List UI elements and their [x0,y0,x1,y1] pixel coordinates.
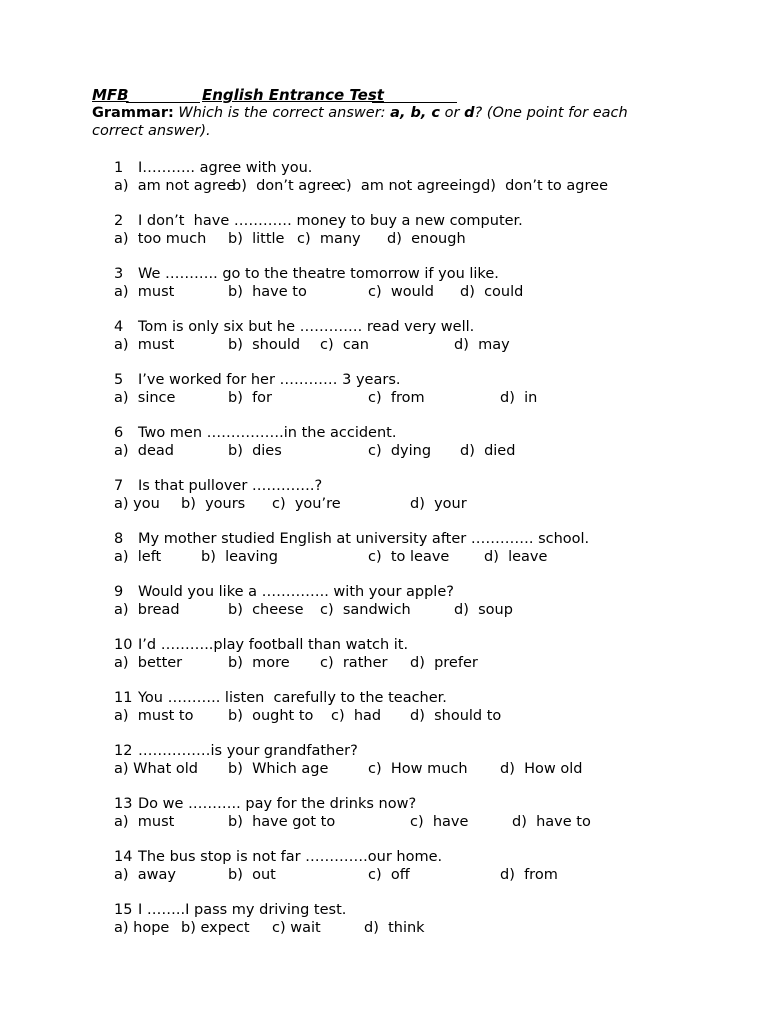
question-number: 9 [114,584,124,600]
question-number: 12 [114,743,133,759]
instructions-option-d: d [464,105,475,121]
answer-option[interactable]: b) for [228,390,273,406]
question-text: You ……….. listen carefully to the teacher. [138,690,447,706]
instructions-label: Grammar: [92,105,174,121]
answer-option[interactable]: d) don’t to agree [481,178,608,194]
header-underline [126,102,200,103]
answer-option[interactable]: b) expect [181,920,250,936]
question-text: The bus stop is not far ………….our home. [138,849,443,865]
question-number: 2 [114,213,124,229]
answer-option[interactable]: d) enough [387,231,466,247]
question-item [92,213,692,266]
question-list [92,160,692,955]
answer-option[interactable]: b) have got to [228,814,336,830]
answer-options [114,231,674,249]
answer-option[interactable]: c) to leave [368,549,450,565]
answer-option[interactable]: d) prefer [410,655,478,671]
answer-options [114,814,674,832]
answer-option[interactable]: a) must [114,814,175,830]
question-text: My mother studied English at university after …………. school. [138,531,590,547]
answer-option[interactable]: c) many [297,231,361,247]
answer-option[interactable]: b) yours [181,496,246,512]
answer-option[interactable]: d) from [500,867,558,883]
answer-options [114,761,674,779]
answer-options [114,708,674,726]
question-item [92,319,692,372]
answer-options [114,443,674,461]
answer-option[interactable]: a) am not agree [114,178,236,194]
answer-option[interactable]: c) wait [272,920,321,936]
answer-option[interactable]: b) out [228,867,276,883]
answer-option[interactable]: c) am not agreeing [338,178,481,194]
answer-option[interactable]: d) your [410,496,467,512]
question-number: 8 [114,531,124,547]
answer-option[interactable]: b) should [228,337,301,353]
answer-option[interactable]: a) away [114,867,176,883]
answer-option[interactable]: c) from [368,390,425,406]
question-item [92,478,692,531]
question-number: 7 [114,478,124,494]
instructions-or: or [440,105,465,121]
answer-option[interactable]: b) little [228,231,285,247]
answer-option[interactable]: b) cheese [228,602,304,618]
question-text: I’d ………..play football than watch it. [138,637,409,653]
answer-option[interactable]: b) more [228,655,290,671]
answer-option[interactable]: a) What old [114,761,198,777]
answer-options [114,284,674,302]
answer-option[interactable]: b) leaving [201,549,278,565]
question-number: 3 [114,266,124,282]
answer-option[interactable]: d) think [364,920,425,936]
answer-option[interactable]: a) hope [114,920,170,936]
answer-option[interactable]: d) should to [410,708,502,724]
question-text: ……………is your grandfather? [138,743,358,759]
answer-options [114,337,674,355]
instructions-options: a, b, c [390,105,441,121]
answer-option[interactable]: c) dying [368,443,432,459]
question-text: I’ve worked for her ………… 3 years. [138,372,401,388]
question-text: Do we ……….. pay for the drinks now? [138,796,417,812]
question-item [92,690,692,743]
answer-option[interactable]: c) can [320,337,369,353]
question-item [92,266,692,319]
question-item [92,531,692,584]
answer-option[interactable]: a) must to [114,708,194,724]
question-text: Tom is only six but he …………. read very well. [138,319,475,335]
answer-options [114,602,674,620]
question-item [92,425,692,478]
answer-option[interactable]: c) would [368,284,435,300]
answer-option[interactable]: a) bread [114,602,180,618]
answer-option[interactable]: a) must [114,337,175,353]
instructions-text-b: ? (One point for each correct answer). [92,105,628,139]
answer-option[interactable]: a) left [114,549,162,565]
answer-option[interactable]: b) dies [228,443,282,459]
question-number: 5 [114,372,124,388]
answer-option[interactable]: c) rather [320,655,388,671]
answer-options [114,920,674,938]
answer-option[interactable]: b) don’t agree [232,178,340,194]
question-text: I don’t have ………… money to buy a new computer. [138,213,523,229]
question-text: Is that pullover ………….? [138,478,323,494]
grammar-instructions [92,104,672,140]
answer-option[interactable]: c) you’re [272,496,341,512]
answer-option[interactable]: c) How much [368,761,468,777]
question-text: We ……….. go to the theatre tomorrow if you like. [138,266,499,282]
question-text: Would you like a ………….. with your apple? [138,584,454,600]
question-item [92,902,692,955]
answer-options [114,390,674,408]
test-header [92,86,457,104]
answer-option[interactable]: d) soup [454,602,513,618]
answer-option[interactable]: a) dead [114,443,174,459]
answer-option[interactable]: b) ought to [228,708,314,724]
answer-options [114,655,674,673]
test-code: MFB [92,86,129,104]
instructions-text-a: Which is the correct answer: [178,105,391,121]
test-title: English Entrance Test [202,86,457,104]
answer-options [114,178,674,196]
answer-option[interactable]: b) Which age [228,761,329,777]
answer-option[interactable]: d) have to [512,814,591,830]
question-item [92,160,692,213]
answer-option[interactable]: c) have [410,814,469,830]
answer-option[interactable]: a) better [114,655,183,671]
question-item [92,372,692,425]
question-number: 6 [114,425,124,441]
question-number: 11 [114,690,133,706]
answer-option[interactable]: d) How old [500,761,583,777]
question-text: I ……..I pass my driving test. [138,902,347,918]
question-number: 10 [114,637,133,653]
answer-options [114,549,674,567]
answer-option[interactable]: a) too much [114,231,207,247]
question-text: I……….. agree with you. [138,160,313,176]
answer-option[interactable]: d) in [500,390,538,406]
answer-option[interactable]: c) sandwich [320,602,411,618]
answer-option[interactable]: a) since [114,390,176,406]
question-number: 15 [114,902,133,918]
question-number: 1 [114,160,124,176]
question-item [92,584,692,637]
answer-option[interactable]: d) may [454,337,510,353]
question-item [92,637,692,690]
question-item [92,849,692,902]
answer-option[interactable]: b) have to [228,284,307,300]
answer-option[interactable]: a) must [114,284,175,300]
question-item [92,796,692,849]
question-number: 4 [114,319,124,335]
answer-option[interactable]: d) could [460,284,524,300]
question-text: Two men …………….in the accident. [138,425,397,441]
test-page [92,86,692,955]
answer-option[interactable]: d) died [460,443,516,459]
answer-option[interactable]: a) you [114,496,160,512]
question-number: 13 [114,796,133,812]
answer-options [114,496,674,514]
answer-options [114,867,674,885]
answer-option[interactable]: c) off [368,867,410,883]
answer-option[interactable]: c) had [331,708,382,724]
answer-option[interactable]: d) leave [484,549,548,565]
question-item [92,743,692,796]
question-number: 14 [114,849,133,865]
